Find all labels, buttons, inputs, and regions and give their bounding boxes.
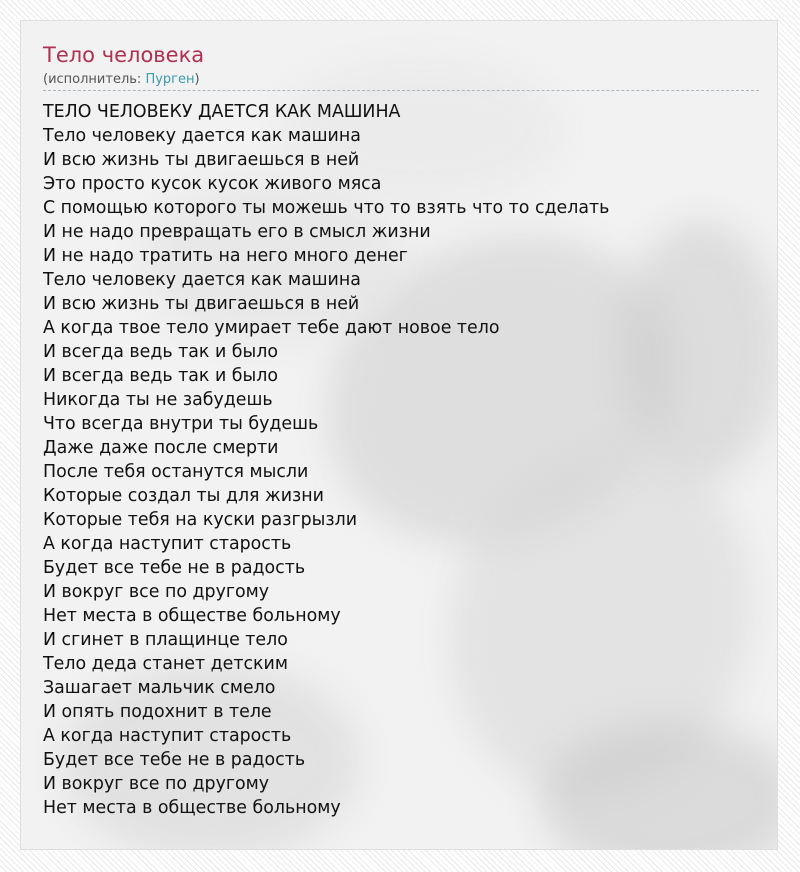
lyric-line: И не надо тратить на него много денег (43, 246, 408, 266)
lyric-line: Нет места в обществе больному (43, 606, 341, 626)
lyric-line: Что всегда внутри ты будешь (43, 414, 319, 434)
lyrics-card (20, 20, 778, 850)
lyric-line: И всегда ведь так и было (43, 342, 279, 362)
lyric-line: Будет все тебе не в радость (43, 558, 306, 578)
lyric-line: Никогда ты не забудешь (43, 390, 273, 410)
artist-line (43, 72, 200, 87)
artist-suffix: ) (194, 72, 200, 87)
lyric-line: И вокруг все по другому (43, 582, 270, 602)
divider (43, 90, 759, 91)
lyric-line: Будет все тебе не в радость (43, 750, 306, 770)
lyric-line: Которые создал ты для жизни (43, 486, 324, 506)
lyric-line: И опять подохнит в теле (43, 702, 272, 722)
song-title: Тело человека (43, 43, 205, 67)
lyric-line: Тело человеку дается как машина (43, 270, 361, 290)
lyric-line: И сгинет в плащинце тело (43, 630, 288, 650)
lyric-line: ТЕЛО ЧЕЛОВЕКУ ДАЕТСЯ КАК МАШИНА (43, 102, 401, 122)
lyric-line: Даже даже после смерти (43, 438, 279, 458)
lyric-line: Зашагает мальчик смело (43, 678, 276, 698)
lyric-line: После тебя останутся мысли (43, 462, 309, 482)
artist-link[interactable]: Пурген (145, 72, 195, 87)
lyric-line: Которые тебя на куски разгрызли (43, 510, 358, 530)
lyric-line: Это просто кусок кусок живого мяса (43, 174, 382, 194)
lyric-line: И не надо превращать его в смысл жизни (43, 222, 431, 242)
lyric-line: И вокруг все по другому (43, 774, 270, 794)
lyric-line: А когда наступит старость (43, 534, 292, 554)
lyric-line: Тело деда станет детским (43, 654, 288, 674)
lyric-line: А когда твое тело умирает тебе дают новое тело (43, 318, 500, 338)
lyric-line: А когда наступит старость (43, 726, 292, 746)
artist-prefix: (исполнитель: (43, 72, 146, 87)
lyric-line: И всю жизнь ты двигаешься в ней (43, 150, 360, 170)
lyrics-text (43, 100, 609, 820)
lyric-line: Тело человеку дается как машина (43, 126, 361, 146)
lyric-line: И всегда ведь так и было (43, 366, 279, 386)
lyric-line: И всю жизнь ты двигаешься в ней (43, 294, 360, 314)
lyric-line: С помощью которого ты можешь что то взять что то сделать (43, 198, 610, 218)
lyric-line: Нет места в обществе больному (43, 798, 341, 818)
